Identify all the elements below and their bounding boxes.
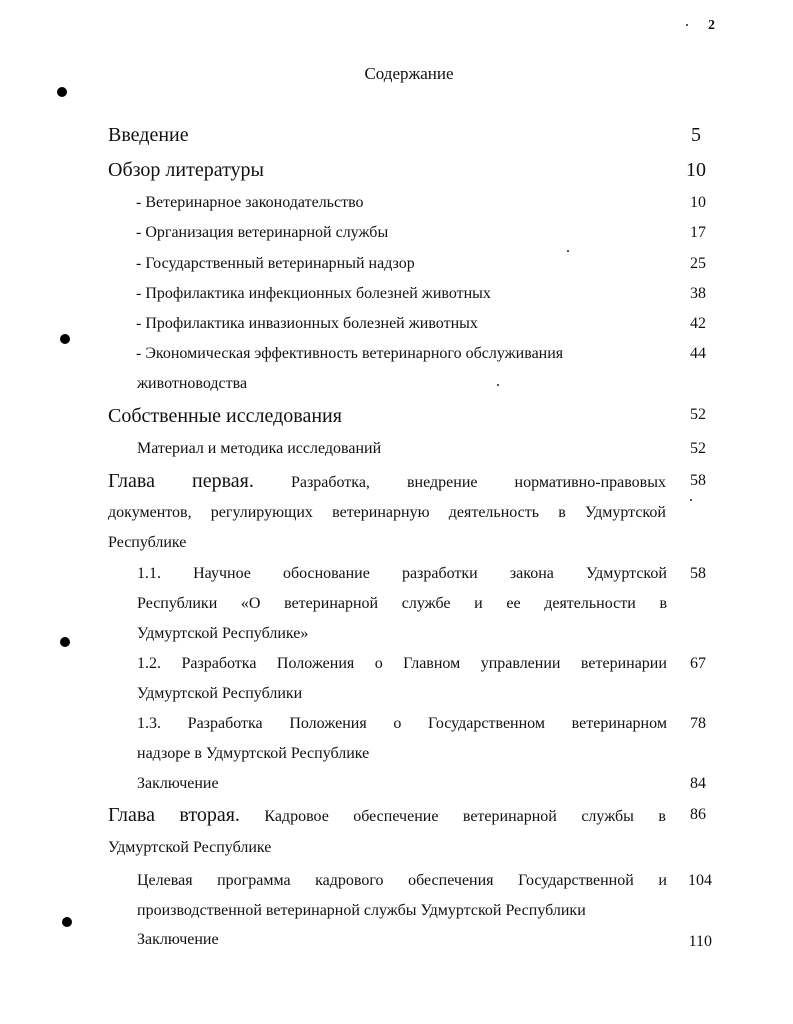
toc-research-label: Собственные исследования (108, 405, 342, 427)
toc-chapter2-word: службы (581, 808, 634, 825)
toc-program-word: обеспечения (408, 872, 494, 889)
toc-section-1-1-line2 (137, 595, 667, 613)
toc-chapter2-word: вторая. (179, 804, 240, 826)
toc-chapter1-word: Разработка, (290, 474, 370, 491)
toc-section-word: деятельности (544, 595, 636, 612)
toc-program-word: программа (217, 872, 291, 889)
toc-section-1-3-page: 78 (690, 715, 706, 732)
toc-intro-page: 5 (691, 124, 701, 146)
toc-program-word: Целевая (137, 872, 193, 889)
toc-chapter1-line3: Республике (108, 534, 187, 551)
toc-section-word: управлении (480, 655, 561, 672)
toc-section-word: Научное (193, 565, 251, 582)
toc-materials-label: Материал и методика исследований (137, 440, 382, 457)
toc-section-1-2-page: 67 (690, 655, 706, 672)
toc-lit-item-page: 25 (690, 255, 706, 272)
toc-materials-page: 52 (690, 440, 706, 457)
toc-chapter2-page: 86 (690, 806, 706, 823)
toc-lit-item: - Профилактика инвазионных болезней животных (136, 315, 478, 332)
toc-section-word: Удмуртской (586, 565, 667, 582)
toc-program-word: и (658, 872, 667, 889)
binder-hole-mark (60, 334, 70, 344)
toc-section-word: разработки (401, 565, 478, 582)
toc-section-word: закона (509, 565, 554, 582)
toc-chapter1-page: 58 (690, 472, 706, 489)
toc-chapter2-line1 (108, 804, 666, 827)
toc-section-word: о (393, 715, 402, 732)
toc-section-1-1-line1 (137, 565, 667, 583)
toc-conclusion1-page: 84 (690, 775, 706, 792)
toc-lit-item-continuation: животноводства (137, 375, 248, 392)
toc-lit-item: - Государственный ветеринарный надзор (136, 255, 415, 272)
toc-lit-item-page: 10 (690, 194, 706, 211)
toc-program-line2: производственной ветеринарной службы Удмуртской Республики (137, 902, 586, 919)
toc-chapter1-word: деятельность (448, 504, 540, 521)
toc-chapter2-word: Глава (108, 804, 155, 826)
toc-chapter1-line2 (108, 504, 666, 522)
scan-speck (686, 24, 688, 26)
toc-section-1-1-line3: Удмуртской Республике» (137, 625, 309, 642)
toc-section-1-3-line1 (137, 715, 667, 733)
toc-research-page: 52 (690, 406, 706, 423)
toc-conclusion2-label: Заключение (137, 931, 219, 948)
toc-section-word: «О (240, 595, 261, 612)
toc-chapter1-word: в (558, 504, 566, 521)
toc-section-word: службе (401, 595, 451, 612)
toc-section-word: 1.3. (137, 715, 161, 732)
toc-section-word: ветеринарии (580, 655, 667, 672)
toc-intro-label: Введение (108, 124, 189, 146)
toc-section-word: Разработка (187, 715, 263, 732)
toc-lit-item-page: 38 (690, 285, 706, 302)
toc-section-word: о (374, 655, 383, 672)
toc-section-1-2-line1 (137, 655, 667, 673)
toc-section-word: ветеринарном (571, 715, 667, 732)
toc-program-word: Государственной (518, 872, 634, 889)
toc-literature-page: 10 (686, 159, 706, 181)
scan-speck (497, 384, 499, 386)
toc-section-word: Разработка (181, 655, 257, 672)
toc-literature-label: Обзор литературы (108, 159, 264, 181)
scan-speck (567, 250, 569, 252)
toc-conclusion1-label: Заключение (137, 775, 219, 792)
toc-section-word: и (474, 595, 483, 612)
toc-program-word: кадрового (315, 872, 384, 889)
toc-section-word: Положения (289, 715, 367, 732)
toc-section-word: ветеринарной (284, 595, 379, 612)
toc-chapter1-word: нормативно-правовых (514, 474, 666, 491)
toc-chapter1-word: внедрение (407, 474, 478, 491)
toc-chapter1-word: первая. (192, 470, 254, 492)
toc-program-line1 (137, 872, 667, 890)
toc-lit-item-page: 42 (690, 315, 706, 332)
page-number: 2 (708, 18, 715, 33)
toc-section-word: 1.2. (137, 655, 161, 672)
toc-chapter1-word: Глава (108, 470, 155, 492)
toc-program-page: 104 (688, 872, 712, 889)
toc-lit-item-page: 44 (690, 345, 706, 362)
toc-section-1-1-page: 58 (690, 565, 706, 582)
toc-lit-item: - Профилактика инфекционных болезней животных (136, 285, 491, 302)
binder-hole-mark (60, 637, 70, 647)
toc-chapter1-word: Удмуртской (584, 504, 666, 521)
toc-chapter1-word: регулирующих (210, 504, 313, 521)
page-title: Содержание (364, 64, 454, 83)
toc-lit-item: - Экономическая эффективность ветеринарного обслуживания (136, 345, 564, 362)
toc-conclusion2-page: 110 (688, 933, 712, 950)
toc-section-1-2-line2: Удмуртской Республики (137, 685, 303, 702)
binder-hole-mark (57, 87, 67, 97)
toc-chapter2-word: ветеринарной (462, 808, 557, 825)
scan-speck (690, 499, 692, 501)
toc-lit-item: - Организация ветеринарной службы (136, 224, 389, 241)
toc-section-1-3-line2: надзоре в Удмуртской Республике (137, 745, 370, 762)
toc-lit-item: - Ветеринарное законодательство (136, 194, 364, 211)
binder-hole-mark (62, 917, 72, 927)
toc-chapter2-word: обеспечение (353, 808, 439, 825)
toc-section-word: Главном (403, 655, 461, 672)
toc-section-word: Республики (137, 595, 218, 612)
toc-chapter1-line1 (108, 470, 666, 493)
toc-chapter2-word: в (658, 808, 666, 825)
toc-section-word: 1.1. (137, 565, 161, 582)
toc-section-word: ее (506, 595, 521, 612)
toc-section-word: Положения (276, 655, 355, 672)
toc-section-word: в (659, 595, 667, 612)
toc-chapter2-line2: Удмуртской Республике (108, 839, 272, 856)
toc-chapter2-word: Кадровое (264, 808, 329, 825)
toc-lit-item-page: 17 (690, 224, 706, 241)
toc-section-word: Государственном (428, 715, 545, 732)
toc-chapter1-word: документов, (108, 504, 192, 521)
toc-section-word: обоснование (282, 565, 370, 582)
toc-chapter1-word: ветеринарную (332, 504, 430, 521)
